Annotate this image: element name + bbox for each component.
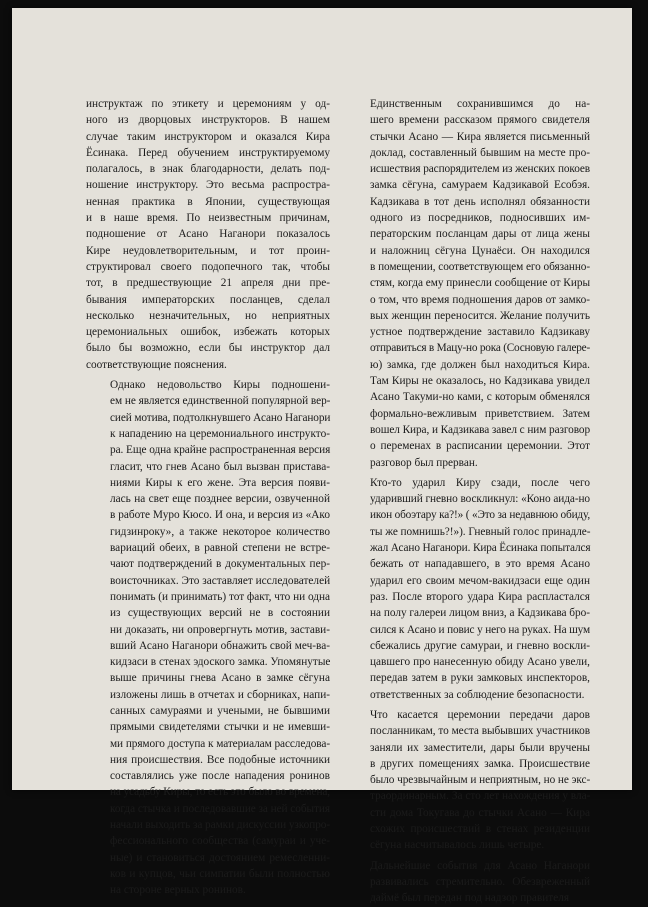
- paragraph: [346, 475, 590, 703]
- text-line: ношение инструктору. Это весьма распростра-: [86, 179, 330, 192]
- text-line: гидзинроку», а также некоторое количество: [110, 525, 330, 538]
- text-line: передав затем в руки замковых инспекторов,: [370, 672, 590, 685]
- text-line: вошел Кира, и Кадзикава завел с ним разговор: [370, 423, 590, 436]
- text-line: сией мотива, подтолкнувшего Асано Наганори: [110, 411, 331, 424]
- text-line: несколько незначительных, но неприятных: [86, 309, 330, 322]
- text-line: вых женщин переносится. Желание получить: [370, 309, 590, 322]
- text-line: сбежались другие самураи, и гневно воскли-: [370, 639, 590, 652]
- text-line: ра. Еще одна крайне распространенная версия: [110, 444, 331, 457]
- text-line: кидзаси в стенах эдоского замка. Упомянутые: [110, 656, 331, 669]
- text-line: доклад, составленный бывшим на месте про-: [370, 146, 590, 159]
- text-line: вший Асано Наганори обнажить свой меч-ва-: [110, 639, 330, 652]
- text-line: устное подтверждение заставило Кадзикаву: [370, 326, 590, 339]
- text-line: сился к Асано и повис у него на руках. На шум: [370, 623, 590, 636]
- text-line: цавшего про нанесенную обиду Асано увели,: [370, 656, 590, 669]
- paragraph: [86, 377, 330, 899]
- text-line: Кто-то ударил Киру сзади, после чего: [370, 476, 590, 489]
- book-page: [12, 8, 632, 905]
- paragraph: [86, 96, 330, 373]
- text-line: ты же помнишь?!»). Гневный голос принадле-: [370, 525, 591, 538]
- text-line: замка сёгуна, самураем Кадзикавой Есобэя.: [370, 179, 590, 192]
- text-line: в помещении, соответствующем его обязанно-: [370, 260, 590, 273]
- text-line: ков и купцов, чьи симпатии были полностью: [110, 867, 330, 880]
- text-line: было бы возможно, если бы инструктор дал: [86, 342, 330, 355]
- text-line: прямыми свидетелями стычки и не имевши-: [110, 721, 330, 734]
- text-line: воисточниках. Это заставляет исследователей: [110, 574, 331, 587]
- text-line: раз. После второго удара Кира распластался: [370, 590, 590, 603]
- text-line: ответственных за соблюдение безопасности.: [370, 688, 585, 701]
- text-line: жал Асано Наганори. Кира Ёсинака попытался: [370, 542, 591, 555]
- text-line: ные) и становиться достоянием ремесленни-: [110, 851, 330, 864]
- text-line: ударил его своим мечом-вакидзаси еще один: [370, 574, 590, 587]
- text-line: полагалось, в знак благодарности, делать под-: [86, 163, 330, 176]
- paragraph: [346, 96, 590, 471]
- text-line: Дальнейшие события для Асано Наганори: [370, 859, 590, 872]
- text-line: ния происшествия. Все подобные источники: [110, 753, 330, 766]
- text-line: изложены лишь в отчетах и сборниках, напи-: [110, 688, 330, 701]
- text-line: когда стычка и последовавшие за ней события: [110, 802, 330, 815]
- text-line: исшествия распорядителем из женских покоев: [370, 163, 590, 176]
- text-line: понимать (и принимать) тот факт, что ни одна: [110, 590, 330, 603]
- text-line: схожих происшествий в стенах резиденции: [370, 823, 590, 836]
- text-line: и наложниц сёгуна Цунаёси. Он находился: [370, 244, 590, 257]
- text-line: одного из посредников, подносивших им-: [370, 212, 590, 225]
- text-line: икон обоэтару ка?!» ( «Это за недавнюю обиду,: [370, 509, 590, 522]
- text-line: ненная практика в Японии, существующая: [86, 195, 330, 208]
- text-line: начали выходить за рамки дискуссии узкопро-: [110, 819, 331, 832]
- text-line: Там Киры не оказалось, но Кадзикава увидел: [370, 375, 590, 388]
- text-line: отправиться в Мацу-но рока (Сосновую галере-: [370, 342, 590, 355]
- text-line: ем не является единственной популярной вер-: [110, 395, 331, 408]
- text-line: к нападению на церемониального инструкто-: [110, 427, 330, 440]
- text-line: было чрезвычайным и неприятным, но не экс-: [370, 774, 591, 787]
- text-line: Единственным сохранившимся до на-: [370, 98, 590, 110]
- text-line: соответствующие пояснения.: [86, 358, 227, 371]
- text-line: случае таким инструктором и оказался Кира: [86, 130, 330, 143]
- text-line: составлялись уже после нападения ронинов: [110, 770, 330, 783]
- text-line: посланникам, то места выбывших участников: [370, 725, 590, 738]
- left-text-column: [86, 96, 330, 899]
- text-line: Ёсинака. Перед обучением инструктируемому: [86, 146, 330, 159]
- text-line: выше причины гнева Асано в замке сёгуна: [110, 672, 330, 685]
- text-line: ниями Киры к его жене. Эта версия появи-: [110, 476, 330, 489]
- text-line: даймё был передан под надзор правителя: [370, 892, 570, 905]
- text-line: гласит, что гнев Асано был вызван пристава-: [110, 460, 330, 473]
- text-line: тот, в предшествующие 21 апреля дни пре-: [86, 277, 330, 290]
- text-line: Однако недовольство Киры подношени-: [110, 379, 330, 392]
- text-line: Что касается церемонии передачи даров: [370, 708, 590, 721]
- text-line: ударивший гневно воскликнул: «Коно аида-но: [370, 493, 590, 506]
- text-line: стычки Асано — Кира является письменный: [370, 130, 590, 143]
- text-line: развивались стремительно. Обезвреженный: [370, 875, 590, 888]
- paragraph: [346, 858, 590, 907]
- text-line: Кире неудовлетворительным, и тот проин-: [86, 244, 330, 257]
- text-line: церемониальных ошибок, избежать которых: [86, 326, 330, 339]
- text-line: Асано Такуми-но ками, с которым обменялся: [370, 391, 590, 404]
- text-line: санных самураями и учеными, не бывшими: [110, 704, 330, 717]
- text-line: из существующих версий не в состоянии: [110, 607, 330, 620]
- text-line: о переменах в расписании церемонии. Этот: [370, 440, 590, 453]
- text-line: инструктаж по этикету и церемониям у од-: [86, 98, 330, 110]
- text-line: ператорским посланцам дары от лица жены: [370, 228, 590, 241]
- text-line: фессионального сообщества (самураи и уче-: [110, 835, 330, 848]
- text-line: чают подтверждений в документальных пер-: [110, 558, 330, 571]
- text-line: ного из дворцовых инструкторов. В нашем: [86, 114, 330, 127]
- right-text-column: [346, 96, 590, 907]
- text-line: вариаций обеих, в равной степени не встре-: [110, 542, 330, 555]
- text-line: стям, когда ему принесли сообщение от Киры: [370, 277, 591, 290]
- text-line: траординарным. За сто лет нахождения у вла-: [370, 790, 591, 803]
- text-line: формально-вежливым приветствием. Затем: [370, 407, 590, 420]
- text-line: шего времени рассказом прямого свидетеля: [370, 114, 590, 127]
- text-line: ни доказать, ни опровергнуть мотив, застави-: [110, 623, 330, 636]
- paragraph: [346, 707, 590, 854]
- text-line: бежать от нападавшего, в это время Асано: [370, 558, 590, 571]
- text-line: о том, что время подношения даров от замко-: [370, 293, 590, 306]
- text-line: подношение от Асано Наганори показалось: [86, 228, 330, 241]
- text-line: сти дома Токугава до стычки Асано — Кира: [370, 806, 590, 819]
- text-line: на полу галереи лицом вниз, а Кадзикава бро-: [370, 607, 590, 620]
- text-line: Кадзикава в тот день исполнял обязанности: [370, 195, 590, 208]
- text-line: ми прямого доступа к материалам расследова-: [110, 737, 330, 750]
- text-line: структировал своего подопечного так, чтобы: [86, 260, 330, 273]
- text-line: в других помещениях замка. Происшествие: [370, 757, 590, 770]
- text-line: лась на свет еще позднее версии, озвученной: [110, 493, 330, 506]
- text-line: заняли их заместители, дары были вручены: [370, 741, 590, 754]
- text-line: в работе Муро Кюсо. И она, и версия из «Ако: [110, 509, 330, 522]
- text-line: на стороне верных ронинов.: [110, 884, 246, 897]
- text-line: на усадьбу Киры, то есть это было во времена,: [110, 786, 330, 799]
- text-line: бывания императорских посланцев, сделал: [86, 293, 330, 306]
- text-line: и в наше время. По неизвестным причинам,: [86, 212, 330, 225]
- text-line: разговор был прерван.: [370, 456, 478, 469]
- text-line: ю) замка, где должен был находиться Кира.: [370, 358, 590, 371]
- text-line: сёгуна насчитывалось лишь четыре.: [370, 839, 545, 852]
